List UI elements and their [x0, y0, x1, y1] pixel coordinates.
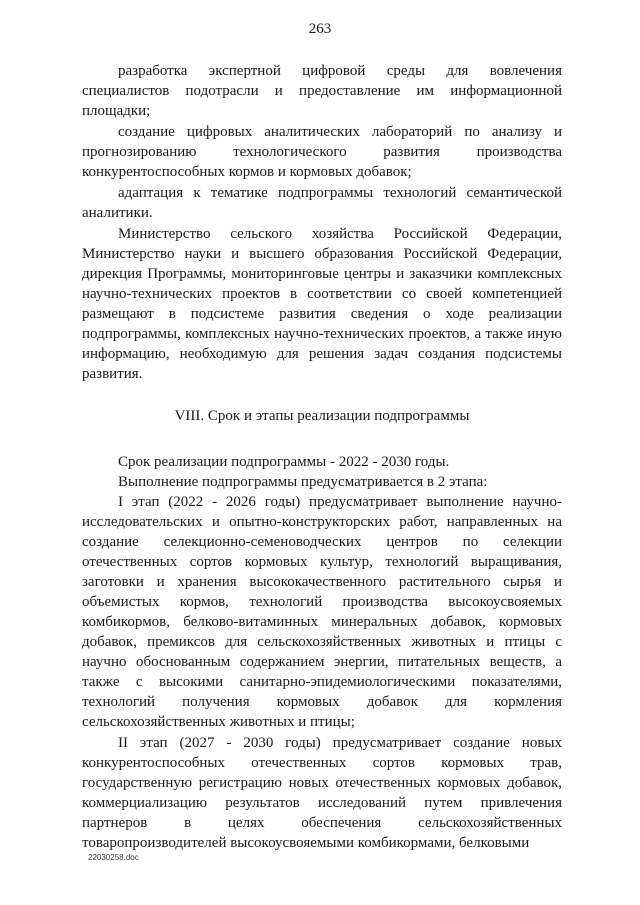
paragraph-term: Срок реализации подпрограммы - 2022 - 2030 годы. — [118, 454, 450, 470]
section-heading: VIII. Срок и этапы реализации подпрограммы — [174, 408, 470, 424]
file-reference: 22030258.doc — [88, 853, 139, 862]
paragraph-expert-environment: разработка экспертной цифровой среды для вовлечения специалистов подотрасли и предоставление им информационной площадки; — [82, 63, 562, 119]
page-number: 263 — [308, 21, 332, 37]
paragraph-semantic-analytics: адаптация к тематике подпрограммы технологий семантической аналитики. — [82, 185, 562, 221]
paragraph-stage-one: I этап (2022 - 2026 годы) предусматривает выполнение научно-исследовательских и опытно-конструкторских работ, направленных на создание селекционно-семеноводческих центров по селекции отечественных сортов кормовых культур, технологий выращивания, заготовки и хранения высококачественного растительного сырья и объемистых кормов, технологий производства высокоусвояемых комбикормов, белково-витаминных минеральных добавок, кормовых добавок, премиксов для сельскохозяйственных животных и птицы с научно обоснованным содержанием энергии, питательных веществ, а также с высокими санитарно-эпидемиологическими показателями, технологий получения кормовых добавок для кормления сельскохозяйственных животных и птицы; — [82, 494, 562, 730]
paragraph-stages-intro: Выполнение подпрограммы предусматривается в 2 этапа: — [118, 474, 488, 490]
paragraph-stage-two: II этап (2027 - 2030 годы) предусматривает создание новых конкурентоспособных отечественных сортов кормовых трав, государственную регистрацию новых отечественных кормовых добавок, коммерциализацию результатов исследований путем привлечения партнеров в целях обеспечения сельскохозяйственных товаропроизводителей высокоусвояемыми комбикормами, белковыми — [82, 735, 562, 851]
paragraph-ministries: Министерство сельского хозяйства Российской Федерации, Министерство науки и высшего образования Российской Федерации, дирекция Программы, мониторинговые центры и заказчики комплексных научно-технических проектов в соответствии со своей компетенцией размещают в подсистеме развития сведения о ходе реализации подпрограммы, комплексных научно-технических проектов, а также иную информацию, необходимую для решения задач создания подсистемы развития. — [82, 226, 562, 382]
document-body — [82, 61, 562, 853]
paragraph-analytics-labs: создание цифровых аналитических лабораторий по анализу и прогнозированию технологического развития производства конкурентоспособных кормов и кормовых добавок; — [82, 124, 562, 180]
